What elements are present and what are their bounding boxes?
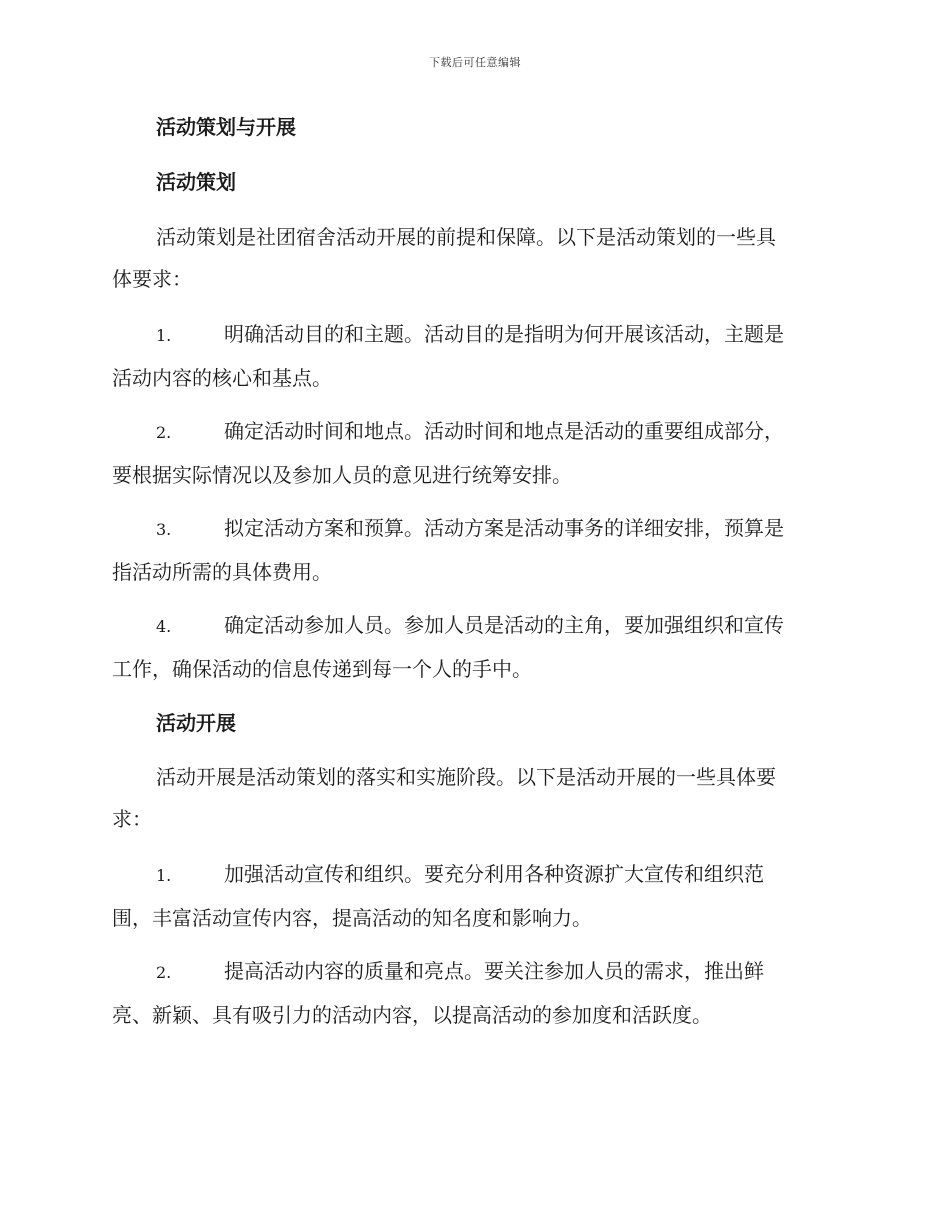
list-item — [112, 507, 838, 593]
list-item-text: 拟定活动方案和预算。活动方案是活动事务的详细安排，预算是 — [224, 516, 784, 540]
list-number: 3. — [156, 520, 172, 539]
section-intro-planning — [112, 216, 838, 300]
list-item-text: 提高活动内容的质量和亮点。要关注参加人员的需求，推出鲜 — [224, 959, 764, 983]
paragraph-line: 活动策划是社团宿舍活动开展的前提和保障。以下是活动策划的一些具 — [156, 225, 776, 249]
list-item-text: 明确活动目的和主题。活动目的是指明为何开展该活动，主题是 — [224, 322, 784, 346]
section-heading-execution: 活动开展 — [156, 711, 236, 735]
list-number: 1. — [156, 866, 172, 885]
list-item-text: 确定活动参加人员。参加人员是活动的主角，要加强组织和宣传 — [224, 613, 784, 637]
list-number: 4. — [156, 617, 172, 636]
list-item — [112, 313, 838, 399]
list-number: 2. — [156, 963, 172, 982]
list-item — [112, 604, 838, 690]
section-intro-execution — [112, 756, 838, 840]
list-item — [112, 853, 838, 939]
paragraph-line: 活动开展是活动策划的落实和实施阶段。以下是活动开展的一些具体要 — [156, 765, 776, 789]
paragraph-line: 体要求： — [112, 267, 192, 291]
list-number: 1. — [156, 326, 172, 345]
list-item-text: 加强活动宣传和组织。要充分利用各种资源扩大宣传和组织范 — [224, 862, 764, 886]
list-item — [112, 410, 838, 496]
list-item-text: 确定活动时间和地点。活动时间和地点是活动的重要组成部分， — [224, 419, 784, 443]
section-heading-planning: 活动策划 — [156, 170, 236, 194]
paragraph-line: 求： — [112, 807, 152, 831]
page-header-note: 下载后可任意编辑 — [429, 56, 521, 69]
list-number: 2. — [156, 423, 172, 442]
list-item-text: 工作，确保活动的信息传递到每一个人的手中。 — [112, 657, 532, 681]
list-item-text: 要根据实际情况以及参加人员的意见进行统筹安排。 — [112, 463, 572, 487]
list-item — [112, 950, 838, 1036]
list-item-text: 围，丰富活动宣传内容，提高活动的知名度和影响力。 — [112, 906, 592, 930]
list-item-text: 亮、新颖、具有吸引力的活动内容，以提高活动的参加度和活跃度。 — [112, 1003, 712, 1027]
document-title: 活动策划与开展 — [156, 115, 296, 139]
list-item-text: 指活动所需的具体费用。 — [112, 560, 332, 584]
list-item-text: 活动内容的核心和基点。 — [112, 366, 332, 390]
